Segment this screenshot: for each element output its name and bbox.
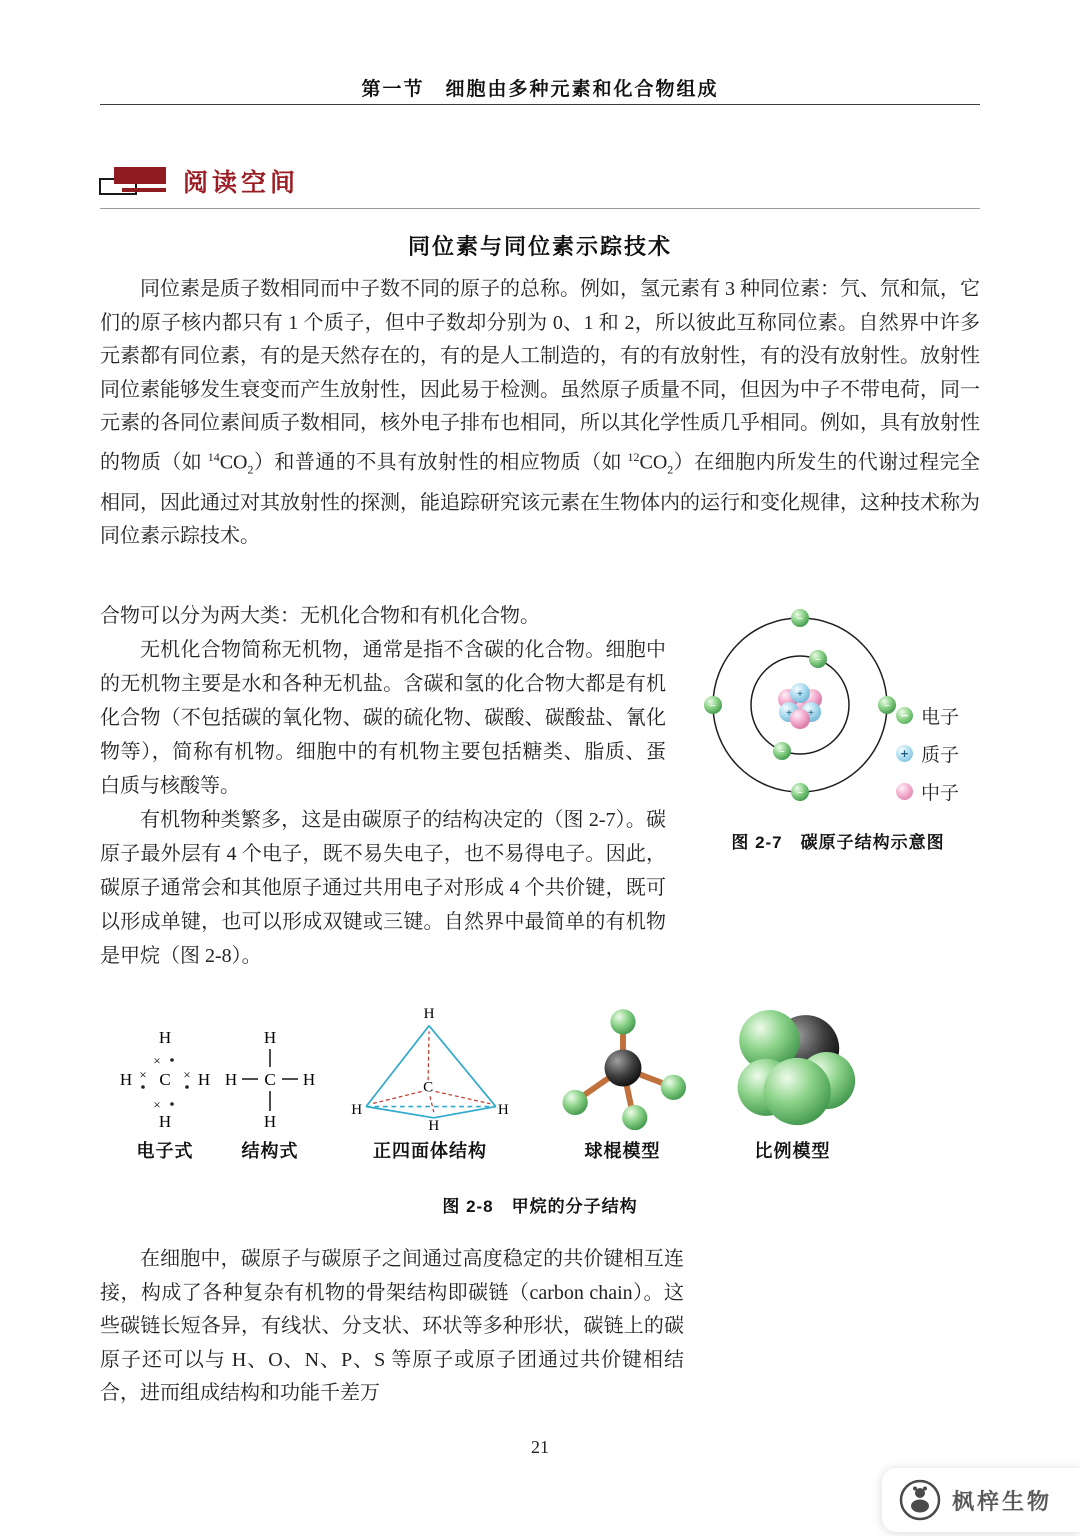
electron-cross-mark: ×	[139, 1067, 147, 1082]
space-filling-cell	[705, 1005, 880, 1163]
ball-stick-cell	[530, 1005, 715, 1163]
c-atom-label: C	[159, 1070, 171, 1089]
reading-article-title: 同位素与同位素示踪技术	[407, 234, 672, 259]
hydrogen-sphere	[763, 1058, 830, 1125]
proton-sign: +	[785, 707, 793, 719]
h-atom-label: H	[158, 1028, 172, 1047]
h-atom-label: H	[302, 1070, 316, 1089]
h-atom-label: H	[158, 1112, 172, 1131]
electron-icon: −	[896, 707, 913, 724]
header-rule	[100, 104, 980, 105]
legend-label: 电子	[921, 707, 960, 728]
proton-sign: +	[807, 707, 815, 719]
molecule-sub-2: 2	[247, 462, 254, 477]
electron-formula-label: 电子式	[136, 1141, 194, 1161]
publisher-watermark	[882, 1468, 1080, 1532]
reading-text-3: ）在细胞内所发生的代谢过程完全相同，因此通过对其放射性的探测，能追踪研究该元素在生物体内的运行和变化规律，这种技术称为同位素示踪技术。	[100, 451, 981, 548]
h-atom-label: H	[423, 1006, 435, 1023]
hydrogen-ball	[610, 1009, 635, 1034]
neutron-icon	[896, 783, 913, 800]
body-paragraph-organic: 有机物种类繁多，这是由碳原子的结构决定的（图 2-7）。碳原子最外层有 4 个电子，既不易失电子，也不易得电子。因此，碳原子通常会和其他原子通过共用电子对形成 4 个共价键，既可以形成单键，也可以形成双键或三键。自然界中最简单的有机物是甲烷（图 2-8）。	[100, 809, 666, 967]
center-bond-lines	[372, 1031, 490, 1112]
brand-name: 枫梓生物	[951, 1488, 1052, 1514]
chapter-header: 第一节 细胞由多种元素和化合物组成	[361, 79, 719, 100]
hydrogen-ball	[622, 1105, 647, 1130]
proton-sign: +	[796, 688, 804, 700]
h-atom-label: H	[197, 1070, 211, 1089]
tetrahedron-edges	[366, 1026, 496, 1118]
h-atom-label: H	[263, 1112, 277, 1131]
electron-sign: −	[883, 700, 891, 712]
space-filling-label: 比例模型	[754, 1141, 831, 1161]
isotope-superscript-12: 12	[627, 449, 640, 464]
ball-stick-diagram	[538, 1005, 708, 1131]
structural-formula-cell	[210, 1005, 330, 1163]
figure-2-7-legend	[896, 702, 959, 805]
reading-space-label: 阅读空间	[183, 169, 300, 197]
tetrahedron-diagram	[344, 1005, 516, 1131]
electron-sign: −	[709, 700, 717, 712]
reading-text-2: ）和普通的不具有放射性的相应物质（如	[253, 451, 628, 474]
electron-sign: −	[814, 654, 822, 666]
electron-cross-mark: ×	[183, 1067, 191, 1082]
body-paragraph-inorganic: 无机化合物简称无机物，通常是指不含碳的化合物。细胞中的无机物主要是水和各种无机盐。含碳和氢的化合物大都是有机化合物（不包括碳的氧化物、碳的硫化物、碳酸、碳酸盐、氰化物等），简称有机物。细胞中的有机物主要包括糖类、脂质、蛋白质与核酸等。	[100, 639, 666, 797]
carbon-chain-paragraph: 在细胞中，碳原子与碳原子之间通过高度稳定的共价键相互连接，构成了各种复杂有机物的骨架结构即碳链（carbon chain）。这些碳链长短各异，有线状、分支状、环状等多种形状，碳链上的碳原子还可以与 H、O、N、P、S 等原子或原子团通过共价键相结合，进而组成结构和功能千差万	[100, 1248, 684, 1404]
nucleus	[778, 683, 822, 729]
main-text-column	[100, 599, 666, 973]
hydrogen-ball	[562, 1090, 587, 1115]
legend-item-neutron	[896, 778, 959, 805]
h-atom-label: H	[119, 1070, 133, 1089]
proton-icon: +	[896, 745, 913, 762]
electron-sign: −	[778, 746, 786, 758]
figure-2-7-caption: 图 2-7 碳原子结构示意图	[731, 833, 945, 852]
structural-formula-diagram	[215, 1019, 325, 1131]
structural-formula-label: 结构式	[241, 1141, 299, 1161]
reading-space-icon	[98, 164, 170, 198]
figure-2-7	[688, 602, 988, 862]
h-atom-label: H	[497, 1102, 509, 1119]
molecule-sub-2: 2	[667, 462, 674, 477]
reading-space-banner	[98, 163, 299, 199]
c-atom-label: C	[423, 1079, 434, 1096]
legend-item-proton	[896, 740, 959, 767]
ball-stick-label: 球棍模型	[584, 1141, 661, 1161]
carbon-ball	[604, 1050, 641, 1087]
electron-sign: −	[796, 613, 804, 625]
body-paragraph-continuation: 合物可以分为两大类：无机化合物和有机化合物。	[100, 605, 540, 627]
figure-2-8	[100, 1005, 980, 1163]
h-atom-label: H	[351, 1102, 363, 1119]
brand-logo-icon	[898, 1478, 942, 1522]
figure-2-8-caption: 图 2-8 甲烷的分子结构	[442, 1197, 638, 1216]
reading-paragraph	[100, 273, 980, 554]
h-atom-label: H	[428, 1118, 440, 1131]
tetrahedron-label: 正四面体结构	[373, 1141, 487, 1161]
molecule-co: CO	[219, 451, 248, 474]
isotope-superscript-14: 14	[207, 449, 220, 464]
space-filling-diagram	[713, 1005, 873, 1131]
c-atom-label: C	[264, 1070, 276, 1089]
carbon-atom-diagram	[688, 602, 913, 816]
reading-text-1: 同位素是质子数相同而中子数不同的原子的总称。例如，氢元素有 3 种同位素：氕、氘和氚，它们的原子核内都只有 1 个质子，但中子数却分别为 0、1 和 2，所以彼此互称同位素。自然界中许多元素都有同位素，有的是天然存在的，有的是人工制造的，有的有放射性，有的没有放射性。放射性同位素能够发生衰变而产生放射性，因此易于检测。虽然原子质量不同，但因为中子不带电荷，同一元素的各同位素间质子数相同，核外电子排布也相同，所以其化学性质几乎相同。例如，具有放射性的物质（如	[100, 278, 980, 474]
electron-formula-diagram	[110, 1019, 220, 1131]
banner-rule	[100, 208, 980, 209]
legend-item-electron	[896, 702, 959, 729]
h-atom-label: H	[224, 1070, 238, 1089]
hydrogen-ball	[660, 1075, 685, 1100]
page-number: 21	[531, 1437, 549, 1457]
electron-cross-mark: ×	[153, 1053, 161, 1068]
h-atom-label: H	[263, 1028, 277, 1047]
legend-label: 中子	[921, 783, 960, 804]
tetrahedron-cell	[335, 1005, 525, 1163]
electron-cross-mark: ×	[153, 1097, 161, 1112]
legend-label: 质子	[921, 745, 960, 766]
electron-sign: −	[796, 787, 804, 799]
molecule-co: CO	[639, 451, 668, 474]
